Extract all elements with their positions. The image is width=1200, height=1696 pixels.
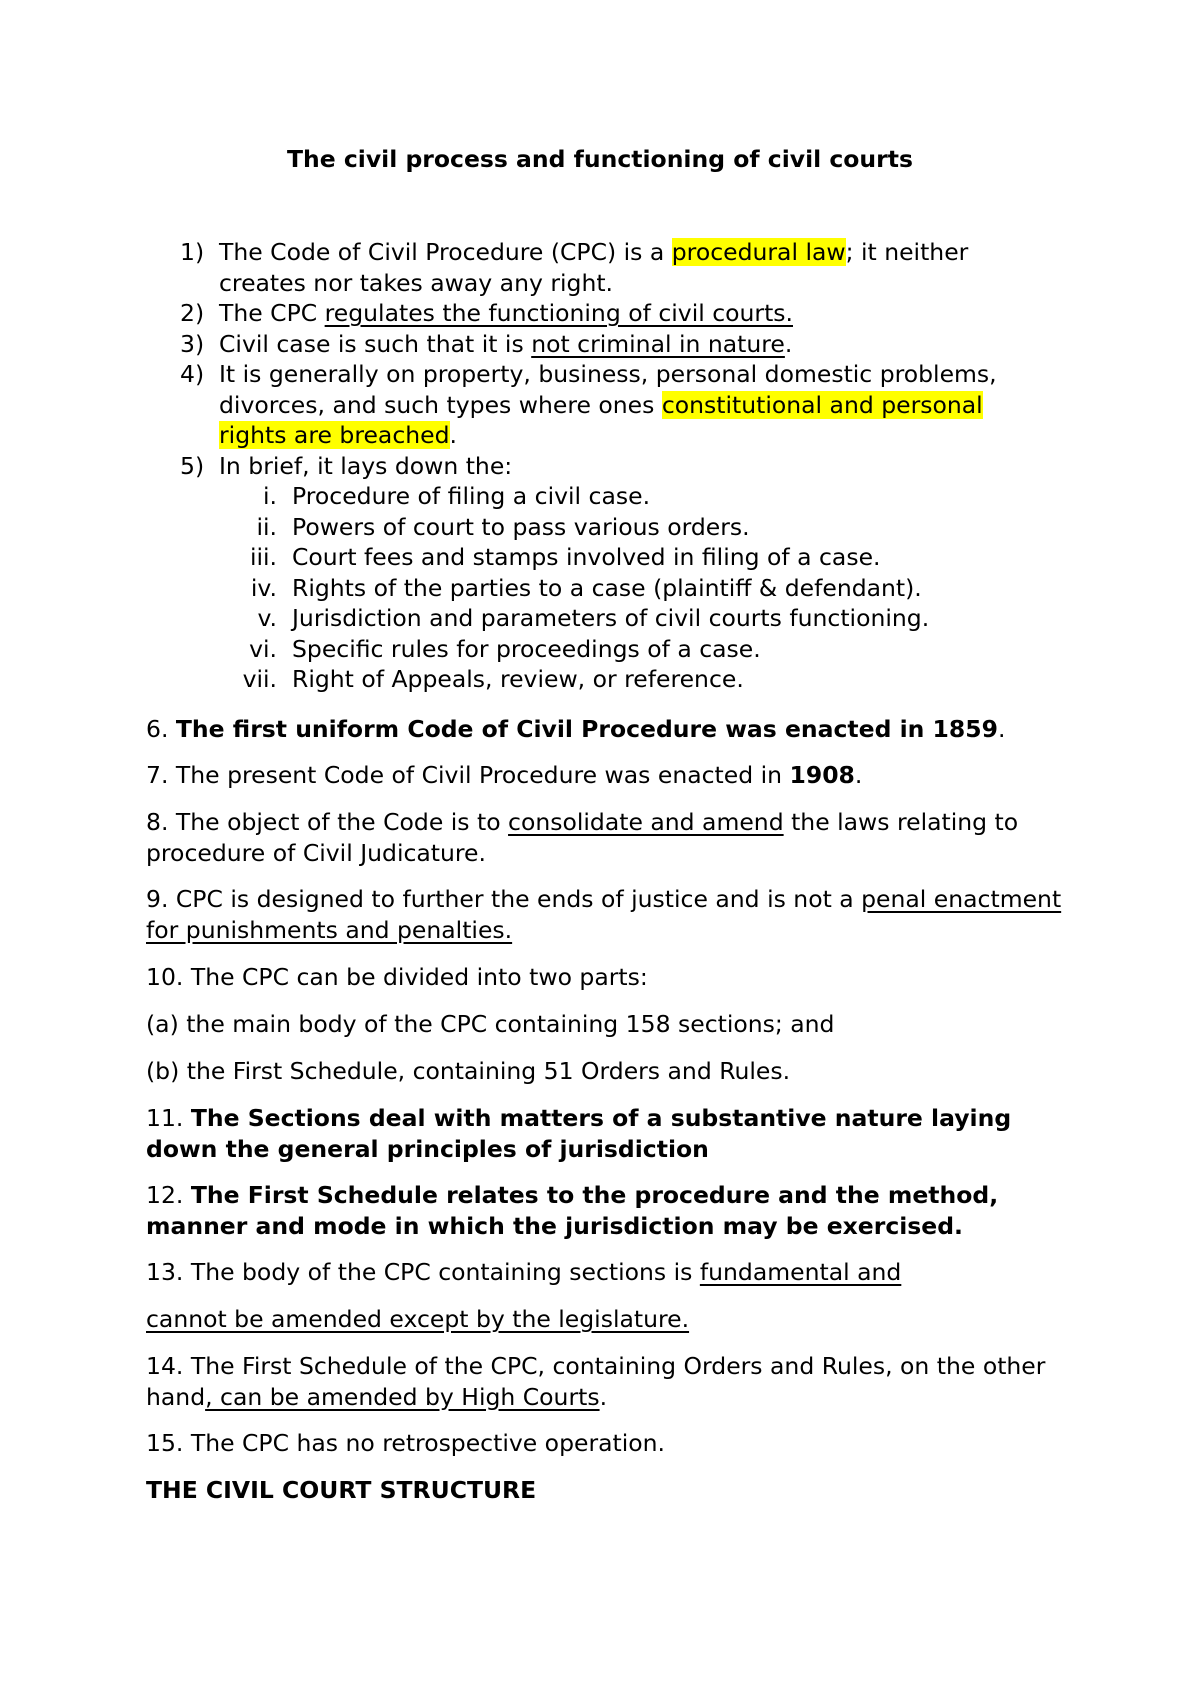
numbered-list [0, 237, 1200, 695]
para-text: 12. [146, 1181, 191, 1209]
sublist-item [0, 603, 1200, 634]
list-number: 4) [180, 360, 205, 388]
highlighted-text: constitutional and personal rights are breached [219, 390, 983, 449]
sublist-number: v. [257, 604, 277, 632]
paragraph-12 [146, 1180, 1066, 1241]
list-item [0, 359, 1039, 451]
list-text: . [784, 329, 793, 358]
paragraph-13-continued [146, 1304, 1066, 1335]
bold-text: 1908 [789, 761, 855, 789]
list-text: . [449, 421, 457, 449]
para-text: 14. The First Schedule of the CPC, containing Orders and Rules, on the other hand [146, 1352, 1046, 1411]
sublist-item [0, 512, 1200, 543]
sublist-text: Jurisdiction and parameters of civil courts functioning. [292, 604, 930, 632]
paragraph-8 [146, 807, 1066, 868]
sublist-number: iv. [250, 573, 277, 602]
section-heading: THE CIVIL COURT STRUCTURE [146, 1476, 537, 1504]
list-text: In brief, it lays down the: [219, 451, 513, 480]
sublist-number: vii. [242, 665, 277, 693]
paragraph-14 [146, 1351, 1066, 1412]
sublist-text: Specific rules for proceedings of a case. [292, 634, 761, 663]
underlined-text: regulates the functioning of civil courts. [324, 299, 793, 327]
sublist-number: ii. [256, 512, 277, 541]
paragraph-b: (b) the First Schedule, containing 51 Orders and Rules. [146, 1057, 791, 1085]
sublist-text: Right of Appeals, review, or reference. [292, 665, 744, 693]
paragraph-10: 10. The CPC can be divided into two parts: [146, 963, 648, 991]
list-item [0, 451, 1039, 482]
sublist-number: vi. [249, 634, 277, 663]
bold-text: The Sections deal with matters of a substantive nature laying down the general principles of jurisdiction [146, 1104, 1012, 1163]
sublist-text: Rights of the parties to a case (plaintiff & defendant). [292, 573, 922, 602]
bold-text: The First Schedule relates to the procedure and the method, manner and mode in which the jurisdiction may be exercised. [146, 1181, 999, 1240]
sublist-number: iii. [249, 543, 277, 571]
list-text: Civil case is such that it is [219, 329, 532, 358]
para-text: . [599, 1382, 608, 1411]
paragraph-15: 15. The CPC has no retrospective operation. [146, 1429, 665, 1457]
document-title: The civil process and functioning of civil courts [287, 145, 913, 173]
paragraph-6 [146, 714, 1066, 745]
sublist-number: i. [263, 482, 277, 510]
para-text: . [854, 761, 863, 789]
list-number: 2) [180, 299, 205, 327]
para-text: the laws relating to procedure of Civil Judicature. [146, 808, 1019, 867]
sublist-text: Powers of court to pass various orders. [292, 512, 750, 541]
highlighted-text: procedural law [671, 238, 846, 266]
list-number: 5) [180, 451, 205, 480]
list-text: The Code of Civil Procedure (CPC) is a [219, 238, 672, 266]
list-text: ; it neither creates nor takes away any right. [219, 238, 969, 297]
para-text: 9. CPC is designed to further the ends of justice and is not a [146, 885, 862, 913]
list-number: 3) [180, 329, 205, 358]
sublist-item [0, 573, 1200, 604]
para-text: 7. The present Code of Civil Procedure was enacted in [146, 761, 790, 789]
bold-text: The first uniform Code of Civil Procedure was enacted in 1859 [175, 715, 998, 743]
para-text: 11. [146, 1104, 191, 1132]
paragraph-11 [146, 1103, 1066, 1164]
para-text: . [997, 715, 1006, 743]
underlined-text: , can be amended by High Courts [205, 1382, 600, 1411]
para-text: 6. [146, 715, 176, 743]
sublist-item [0, 634, 1200, 665]
sublist-item [0, 542, 1200, 573]
list-text: It is generally on property, business, personal domestic problems, divorces, and such types where ones [219, 360, 997, 419]
underlined-text: fundamental and [699, 1258, 902, 1286]
list-item [0, 329, 1039, 360]
paragraph-9 [146, 884, 1066, 945]
underlined-text: cannot be amended except by the legislature. [146, 1305, 690, 1333]
sublist-text: Procedure of filing a civil case. [292, 482, 651, 510]
paragraph-7 [146, 760, 1066, 791]
underlined-text: not criminal in nature [531, 329, 785, 358]
underlined-text: consolidate and amend [508, 808, 784, 836]
list-text: The CPC [219, 299, 325, 327]
sublist-item [0, 664, 1200, 695]
list-item [0, 237, 1039, 298]
sublist-text: Court fees and stamps involved in filing of a case. [292, 543, 881, 571]
para-text: 13. The body of the CPC containing sections is [146, 1258, 700, 1286]
list-item [0, 298, 1039, 329]
paragraph-13 [146, 1257, 1066, 1288]
list-number: 1) [180, 238, 205, 266]
sublist-item [0, 481, 1200, 512]
paragraph-a: (a) the main body of the CPC containing 158 sections; and [146, 1010, 835, 1038]
underlined-text: penal enactment for punishments and penalties. [146, 885, 1062, 944]
para-text: 8. The object of the Code is to [146, 808, 509, 836]
